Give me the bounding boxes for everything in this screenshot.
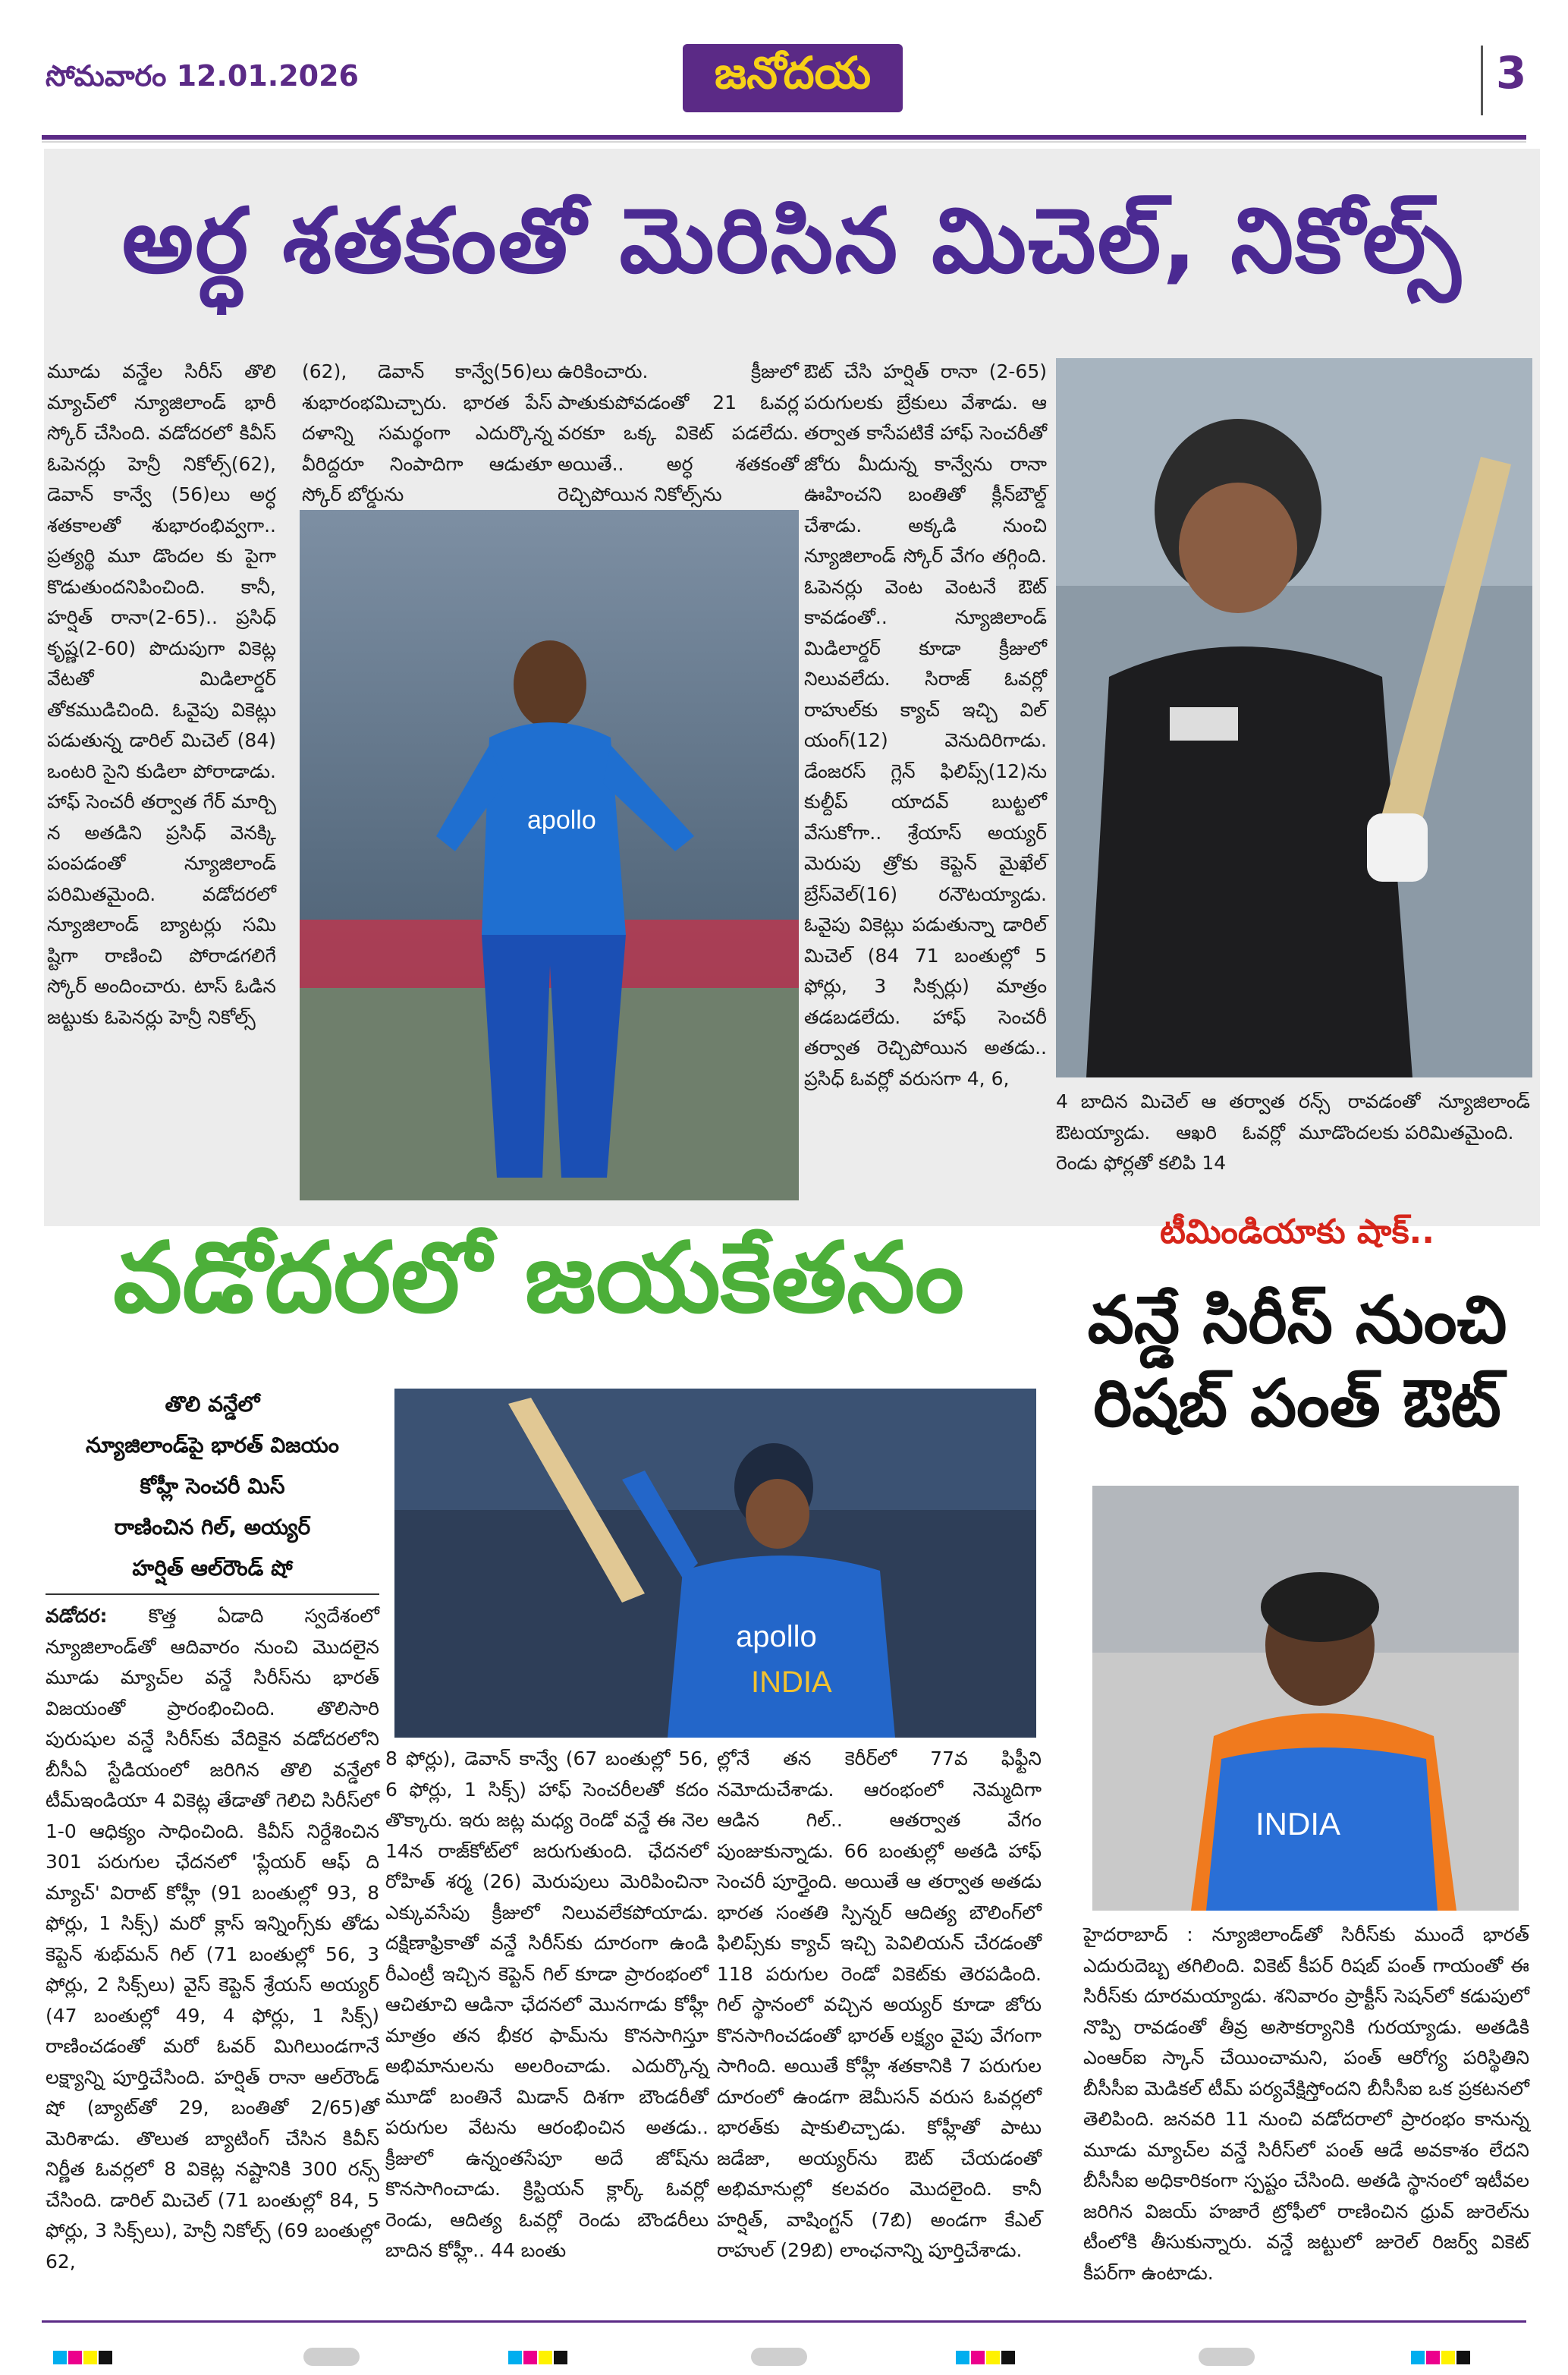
- nz-batter-image: [1056, 358, 1532, 1077]
- story2-col1-paragraph: [46, 1601, 379, 2277]
- masthead-rule: [42, 135, 1526, 140]
- story2-dateline: వడోదర:: [46, 1605, 108, 1627]
- story1-column-4: [804, 357, 1047, 1199]
- photo-indian-batter: [394, 1389, 1036, 1738]
- footer-rule: [42, 2320, 1526, 2323]
- registration-mark-2: [751, 2348, 807, 2366]
- story2-col3-text: ల్లోనే తన కెరీర్‌లో 77వ ఫిఫ్టీని నమోదుచేశాడు. ఆరంభంలో నెమ్మదిగా ఆడిన గిల్.. ఆతర్వాత వేగం పుంజుకున్నాడు. 66 బంతుల్లో అతడి హాఫ్ సెంచరీ పూర్తైంది. అయితే ఆ తర్వాత అతడు భారత సంతతి స్పిన్నర్ ఆదిత్య బౌలింగ్‌లో ఫిలిప్స్‌కు క్యాచ్ ఇచ్చి పెవిలియన్ చేరడంతో 118 పరుగుల రెండో వికెట్‌కు తెరపడింది. గిల్ స్థానంలో వచ్చిన అయ్యర్ కూడా జోరు కొనసాగించడంతో భారత్ లక్ష్యం వైపు వేగంగా సాగింది. అయితే కోహ్లీ శతకానికి 7 పరుగుల దూరంలో ఉండగా జెమీసన్ వరుస ఓవర్లలో భారత్‌కు షాకులిచ్చాడు. కోహ్లీతో పాటు జడేజా, అయ్యర్‌ను ఔట్ చేయడంతో అభిమానుల్లో కలవరం మొదలైంది. కానీ హర్షిత్, వాషింగ్టన్ (7బి) అండగా కేఎల్ రాహుల్ (29బి) లాంఛనాన్ని పూర్తిచేశాడు.: [717, 1747, 1042, 2261]
- color-registration-strip-1: [53, 2351, 114, 2364]
- pant-image: [1092, 1486, 1519, 1911]
- story2-column-1: [46, 1601, 379, 2314]
- svg-text:INDIA: INDIA: [1255, 1806, 1341, 1842]
- story2-deck-3: కోహ్లీ సెంచరీ మిస్: [140, 1474, 285, 1499]
- page-number-divider: [1481, 46, 1483, 115]
- story3-body: [1083, 1920, 1529, 2314]
- color-registration-strip-4: [1411, 2351, 1472, 2364]
- story2-col1-text: కొత్త ఏడాది స్వదేశంలో న్యూజిలాండ్‌తో ఆదివారం నుంచి మొదలైన మూడు మ్యాచ్‌ల వన్డే సిరీస్‌ను భారత్ విజయంతో ప్రారంభించింది. తొలిసారి పురుషుల వన్డే సిరీస్‌కు వేదికైన వడోదరలోని బీసీఏ స్టేడియంలో జరిగిన తొలి వన్డేలో టీమ్‌ఇండియా 4 వికెట్ల తేడాతో గెలిచి సిరీస్‌లో 1-0 ఆధిక్యం సాధించింది. కివీస్ నిర్దేశించిన 301 పరుగుల ఛేదనలో 'ప్లేయర్ ఆఫ్ ది మ్యాచ్' విరాట్ కోహ్లీ (91 బంతుల్లో 93, 8 ఫోర్లు, 1 సిక్స్) మరో క్లాస్ ఇన్నింగ్స్‌కు తోడు కెప్టెన్ శుభ్‌మన్ గిల్ (71 బంతుల్లో 56, 3 ఫోర్లు, 2 సిక్స్‌లు) వైస్ కెప్టెన్ శ్రేయస్ అయ్యర్ (47 బంతుల్లో 49, 4 ఫోర్లు, 1 సిక్స్) రాణించడంతో మరో ఓవర్ మిగిలుండగానే లక్ష్యాన్ని పూర్తిచేసింది. హర్షిత్ రానా ఆల్‌రౌండ్ షో (బ్యాట్‌తో 29, బంతితో 2/65)తో మెరిశాడు. తొలుత బ్యాటింగ్ చేసిన కివీస్ నిర్ణీత ఓవర్లలో 8 వికెట్ల నష్టానికి 300 రన్స్ చేసింది. డారిల్ మిచెల్ (71 బంతుల్లో 84, 5 ఫోర్లు, 3 సిక్స్‌లు), హెన్రీ నికోల్స్ (69 బంతుల్లో 62,: [46, 1605, 379, 2273]
- color-registration-strip-2: [508, 2351, 569, 2364]
- story2-deck-2: న్యూజిలాండ్‌పై భారత్ విజయం: [86, 1433, 339, 1458]
- story1-column-1: [47, 357, 276, 1199]
- story2-deck-1: తొలి వన్డేలో: [165, 1392, 260, 1417]
- masthead-rule-light: [42, 141, 1526, 143]
- page-number: 3: [1496, 47, 1527, 99]
- svg-text:apollo: apollo: [736, 1620, 817, 1653]
- svg-text:INDIA: INDIA: [751, 1666, 832, 1699]
- bowler-image: [300, 510, 799, 1200]
- story1-column-2-top: [302, 357, 552, 505]
- story1-col1-text: మూడు వన్డేల సిరీస్ తొలి మ్యాచ్‌లో న్యూజిలాండ్ భారీ స్కోర్ చేసింది. వడోదరలో కివీస్ ఓపెనర్లు హెన్రీ నికోల్స్(62), డెవాన్ కాన్వే (56)లు అర్ధ శతకాలతో శుభారంభివ్వగా.. ప్రత్యర్థి మూ డొందల కు పైగా కొడుతుందనిపించింది. కానీ, హర్షిత్ రానా(2-65).. ప్రసిధ్ కృష్ణ(2-60) పొదుపుగా వికెట్ల వేటతో మిడిలార్డర్ తోకముడిచింది. ఓవైపు వికెట్లు పడుతున్న డారిల్ మిచెల్ (84) ఒంటరి సైని కుడిలా పోరాడాడు. హాఫ్ సెంచరీ తర్వాత గేర్ మార్చి న అతడిని ప్రసిధ్ వెనక్కి పంపడంతో న్యూజిలాండ్ పరిమితమైంది. వడోదరలో న్యూజిలాండ్ బ్యాటర్లు సమి ష్టిగా రాణించి పోరాడగలిగే స్కోర్ అందించారు. టాస్ ఓడిన జట్టుకు ఓపెనర్లు హెన్రీ నికోల్స్: [47, 360, 276, 1028]
- story1-column-3-top: [558, 357, 799, 505]
- story3-headline-line2: రిషబ్ పంత్ ఔట్: [1093, 1366, 1501, 1442]
- registration-mark-3: [1199, 2348, 1255, 2366]
- registration-mark-1: [303, 2348, 360, 2366]
- logo-text: జనోదయ: [714, 46, 872, 99]
- story2-deck-4: రాణించిన గిల్, అయ్యర్: [114, 1515, 311, 1540]
- story2-deck-5: హర్షిత్ ఆల్‌రౌండ్ షో: [132, 1556, 293, 1581]
- story1-col6-text: రన్స్ రావడంతో న్యూజిలాండ్ మూడొందలకు పరిమితమైంది.: [1299, 1090, 1530, 1143]
- newspaper-logo: [683, 44, 903, 112]
- photo-rishabh-pant: [1092, 1486, 1519, 1911]
- photo-nz-batter: [1056, 358, 1532, 1077]
- color-registration-strip-3: [956, 2351, 1017, 2364]
- story1-col5-text: 4 బాదిన మిచెల్ ఆ తర్వాత ఔటయ్యాడు. ఆఖరి ఓవర్లో రెండు ఫోర్లతో కలిపి 14: [1056, 1090, 1285, 1174]
- story2-col2-text: 8 ఫోర్లు), డెవాన్ కాన్వే (67 బంతుల్లో 56, 6 ఫోర్లు, 1 సిక్స్) హాఫ్ సెంచరీలతో కదం తొక్కారు. ఇరు జట్ల మధ్య రెండో వన్డే ఈ నెల 14న రాజ్‌కోట్‌లో జరుగుతుంది. ఛేదనలో రోహిత్ శర్మ (26) మెరుపులు మెరిపించినా ఎక్కువసేపు క్రీజులో నిలువలేకపోయాడు. దక్షిణాఫ్రికాతో వన్డే సిరీస్‌కు దూరంగా ఉండి రీఎంట్రీ ఇచ్చిన కెప్టెన్ గిల్ కూడా ప్రారంభంలో ఆచితూచి ఆడినా ఛేదనలో మొనగాడు కోహ్లీ మాత్రం తన భీకర ఫామ్‌ను కొనసాగిస్తూ అభిమానులను అలరించాడు. ఎదుర్కొన్న మూడో బంతినే మిడాన్ దిశగా బౌండరీతో పరుగుల వేటను ఆరంభించిన అతడు.. క్రీజులో ఉన్నంతసేపూ అదే జోష్‌ను కొనసాగించాడు. క్రిస్టియన్ క్లార్క్ ఓవర్లో రెండు, ఆదిత్య ఓవర్లో రెండు బౌండరీలు బాదిన కోహ్లీ.. 44 బంతు: [385, 1747, 709, 2261]
- svg-text:apollo: apollo: [527, 806, 596, 835]
- masthead-date: సోమవారం 12.01.2026: [46, 59, 359, 93]
- story3-headline-line1: వన్డే సిరీస్ నుంచి: [1087, 1282, 1507, 1358]
- story3-kicker: టీమిండియాకు షాక్..: [1160, 1213, 1434, 1251]
- story1-column-6-bottom: [1299, 1087, 1530, 1200]
- story2-column-3: [717, 1744, 1042, 2314]
- story3-body-text: హైదరాబాద్ : న్యూజిలాండ్‌తో సిరీస్‌కు ముందే భారత్ ఎదురుదెబ్బ తగిలింది. వికెట్ కీపర్ రిషబ్ పంత్ గాయంతో ఈ సిరీస్‌కు దూరమయ్యాడు. శనివారం ప్రాక్టీస్ సెషన్‌లో కడుపులో నొప్పి రావడంతో తీవ్ర అసౌకర్యానికి గురయ్యాడు. అతడికి ఎంఆర్ఐ స్కాన్ చేయించామని, పంత్ ఆరోగ్య పరిస్థితిని బీసీసీఐ మెడికల్ టీమ్ పర్యవేక్షిస్తోందని బీసీసీఐ ఒక ప్రకటనలో తెలిపింది. జనవరి 11 నుంచి వడోదరాలో ప్రారంభం కానున్న మూడు మ్యాచ్‌ల వన్డే సిరీస్‌లో పంత్ ఆడే అవకాశం లేదని బీసీసీఐ అధికారికంగా స్పష్టం చేసింది. అతడి స్థానంలో ఇటీవల జరిగిన విజయ్ హజారే ట్రోఫీలో రాణించిన ధ్రువ్ జురెల్‌ను టీంలోకి తీసుకున్నారు. వన్డే జట్టులో జురెల్ రిజర్వ్ వికెట్ కీపర్‌గా ఉంటాడు.: [1083, 1924, 1529, 2284]
- indian-batter-image: [394, 1389, 1036, 1738]
- story1-col2-text: (62), డెవాన్ కాన్వే(56)లు శుభారంభమిచ్చారు. భారత పేస్ దళాన్ని సమర్థంగా ఎదుర్కొన్న వీరిద్దరూ నింపాదిగా ఆడుతూ స్కోర్ బోర్డును: [302, 360, 552, 505]
- photo-indian-bowler: [300, 510, 799, 1200]
- story2-deck-rule: [46, 1593, 379, 1595]
- story1-col3-text: ఉరికించారు. క్రీజులో పాతుకుపోవడంతో 21 ఓవర్ల వరకూ ఒక్క వికెట్ పడలేదు. అయితే.. అర్ధ శతకంతో రెచ్చిపోయిన నికోల్స్‌ను: [558, 360, 799, 505]
- story1-column-5-bottom: [1056, 1087, 1285, 1200]
- story2-column-2: [385, 1744, 709, 2314]
- story1-col4-text: ఔట్ చేసి హర్షిత్ రానా (2-65) పరుగులకు బ్రేకులు వేశాడు. ఆ తర్వాత కాసేపటికే హాఫ్ సెంచరీతో జోరు మీదున్న కాన్వేను రానా ఊహించని బంతితో క్లీన్‌బౌల్డ్ చేశాడు. అక్కడి నుంచి న్యూజిలాండ్ స్కోర్ వేగం తగ్గింది. ఓపెనర్లు వెంట వెంటనే ఔట్ కావడంతో.. న్యూజిలాండ్ మిడిలార్డర్ కూడా క్రీజులో నిలువలేదు. సిరాజ్ ఓవర్లో రాహుల్‌కు క్యాచ్ ఇచ్చి విల్ యంగ్(12) వెనుదిరిగాడు. డేంజరస్ గ్లెన్ ఫిలిప్స్(12)ను కుల్దీప్ యాదవ్ బుట్టలో వేసుకోగా.. శ్రేయాస్ అయ్యర్ మెరుపు త్రోకు కెప్టెన్ మైఖేల్ బ్రేస్‌వెల్(16) రనౌటయ్యాడు. ఓవైపు వికెట్లు పడుతున్నా డారిల్ మిచెల్ (84 71 బంతుల్లో 5 ఫోర్లు, 3 సిక్సర్లు) మాత్రం తడబడలేదు. హాఫ్ సెంచరీ తర్వాత రెచ్చిపోయిన అతడు.. ప్రసిధ్ ఓవర్లో వరుసగా 4, 6,: [804, 360, 1047, 1090]
- story2-headline: వడోదరలో జయకేతనం: [113, 1222, 964, 1335]
- story1-headline: అర్ధ శతకంతో మెరిసిన మిచెల్, నికోల్స్: [121, 188, 1463, 293]
